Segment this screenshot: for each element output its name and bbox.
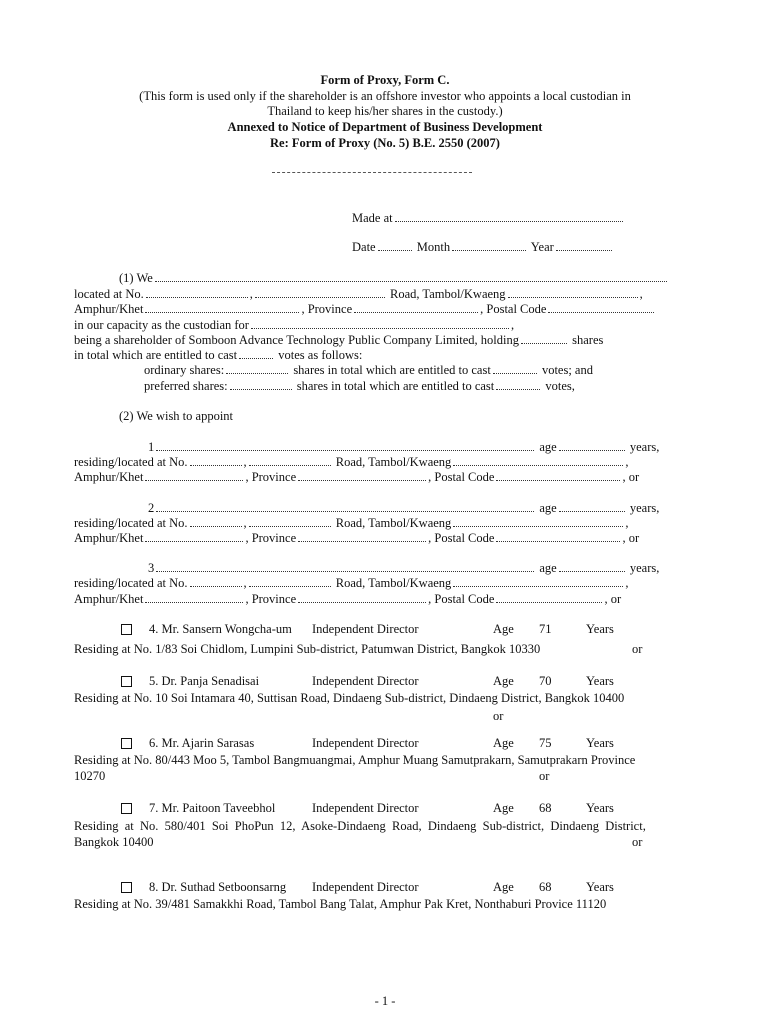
director-role: Independent Director [312,736,419,750]
shares-label: shares [572,333,604,347]
proxy-1-amphur-row [74,471,639,484]
postal-label: , Postal Code [480,302,547,316]
director-name: 4. Mr. Sansern Wongcha-um [149,622,292,636]
votes-as-follows-label: votes as follows: [278,348,363,362]
director-years: Years [586,801,614,815]
province-field[interactable] [298,593,426,603]
residing-road-field[interactable] [249,517,331,527]
director-years: Years [586,736,614,750]
director-address-line2: 10270 [74,769,106,783]
amphur-label: Amphur/Khet [74,302,144,316]
total-votes-label: in total which are entitled to cast [74,348,238,362]
age-label: age [539,440,557,454]
postal-field[interactable] [496,471,620,481]
year-field[interactable] [556,241,612,251]
proxy-2-address-row: residing/located at No. , Road, Tambol/Kwaeng , [74,516,629,530]
province-label: , Province [245,592,297,606]
director-age-label: Age [493,880,514,894]
proxy-3-amphur-row [74,593,621,606]
director-address: Residing at No. 80/443 Moo 5, Tambol Bangmuangmai, Amphur Muang Samutprakarn, Samutprakarn Province [74,753,636,767]
director-age: 71 [539,622,552,636]
proxy-name-field[interactable] [156,562,534,572]
shareholder-row [74,334,603,347]
province-label: , Province [301,302,353,316]
form-note-line1: (This form is used only if the shareholder is an offshore investor who appoints a local custodian in [139,89,631,103]
tambol-field[interactable] [508,288,638,298]
director-address: Residing at No. 10 Soi Intamara 40, Suttisan Road, Dindaeng Sub-district, Dindaeng District, Bangkok 10400 [74,691,625,705]
director-address: Residing at No. 1/83 Soi Chidlom, Lumpini Sub-district, Patumwan District, Bangkok 10330 [74,642,541,656]
proxy-3-address-row: residing/located at No. , Road, Tambol/Kwaeng , [74,576,629,590]
tambol-field[interactable] [453,577,623,587]
road-tambol-label: Road, Tambol/Kwaeng [335,516,452,530]
postal-field[interactable] [496,532,620,542]
amphur-label: Amphur/Khet [74,592,144,606]
province-label: , Province [245,470,297,484]
proxy-2-name-row [148,502,659,515]
director-years: Years [586,622,614,636]
residing-no-field[interactable] [190,517,242,527]
year-label: Year [530,240,554,254]
years-label: years, [629,440,660,454]
director-role: Independent Director [312,622,419,636]
preferred-field[interactable] [230,380,292,390]
amphur-field[interactable] [145,532,243,542]
age-field[interactable] [559,502,625,512]
located-road-field[interactable] [255,288,385,298]
age-field[interactable] [559,441,625,451]
located-no-field[interactable] [146,288,248,298]
province-field[interactable] [298,532,426,542]
director-7-checkbox[interactable] [121,803,132,814]
ordinary-votes-field[interactable] [493,364,537,374]
director-role: Independent Director [312,801,419,815]
director-4-checkbox[interactable] [121,624,132,635]
postal-label: , Postal Code [428,592,495,606]
director-or: or [539,769,550,783]
page-number: - 1 - [374,994,396,1008]
director-5-checkbox[interactable] [121,676,132,687]
we-label: (1) We [119,271,153,285]
director-address: Residing at No. 580/401 Soi PhoPun 12, Asoke-Dindaeng Road, Dindaeng Sub-district, Dindaeng District, [74,819,646,833]
made-at-row [352,212,625,225]
located-label: located at No. [74,287,144,301]
director-address-line2: Bangkok 10400 [74,835,154,849]
preferred-votes-field[interactable] [496,380,540,390]
residing-no-field[interactable] [190,577,242,587]
form-note-line2: Thailand to keep his/her shares in the custody.) [267,104,503,118]
director-role: Independent Director [312,880,419,894]
director-age-label: Age [493,674,514,688]
age-label: age [539,561,557,575]
made-at-field[interactable] [395,212,623,222]
director-name: 7. Mr. Paitoon Taveebhol [149,801,276,815]
or-label: , or [622,470,640,484]
director-age: 75 [539,736,552,750]
proxy-number: 1 [148,440,155,454]
proxy-2-amphur-row [74,532,639,545]
director-years: Years [586,880,614,894]
residing-label: residing/located at No. [74,455,188,469]
amphur-field[interactable] [145,303,299,313]
amphur-field[interactable] [145,593,243,603]
age-field[interactable] [559,562,625,572]
director-address: Residing at No. 39/481 Samakkhi Road, Tambol Bang Talat, Amphur Pak Kret, Nonthaburi Provice 11120 [74,897,607,911]
proxy-3-name-row [148,562,659,575]
director-or: or [632,642,643,656]
made-at-label: Made at [352,211,393,225]
tambol-field[interactable] [453,517,623,527]
holding-field[interactable] [521,334,567,344]
residing-road-field[interactable] [249,456,331,466]
proxy-number: 3 [148,561,155,575]
proxy-1-address-row: residing/located at No. , Road, Tambol/Kwaeng , [74,455,629,469]
director-name: 6. Mr. Ajarin Sarasas [149,736,255,750]
ordinary-row [144,364,593,377]
director-years: Years [586,674,614,688]
residing-label: residing/located at No. [74,516,188,530]
month-label: Month [416,240,451,254]
located-row: located at No. , Road, Tambol/Kwaeng , [74,287,643,301]
ordinary-label: ordinary shares: [144,363,225,377]
road-tambol-label: Road, Tambol/Kwaeng [335,455,452,469]
province-field[interactable] [298,471,426,481]
re-heading: Re: Form of Proxy (No. 5) B.E. 2550 (2007) [270,136,500,150]
road-tambol-label: Road, Tambol/Kwaeng [390,287,506,301]
date-field[interactable] [378,241,412,251]
month-field[interactable] [452,241,526,251]
proxy-1-name-row [148,441,659,454]
we-row [119,272,669,285]
residing-label: residing/located at No. [74,576,188,590]
director-name: 8. Dr. Suthad Setboonsarng [149,880,287,894]
or-label: , or [622,531,640,545]
director-age-label: Age [493,801,514,815]
or-label: , or [604,592,622,606]
we-field[interactable] [155,272,667,282]
director-role: Independent Director [312,674,419,688]
age-label: age [539,501,557,515]
date-label: Date [352,240,376,254]
tambol-field[interactable] [453,456,623,466]
header-divider [272,172,472,173]
preferred-row [144,380,575,393]
capacity-row: in our capacity as the custodian for , [74,318,515,332]
votes-and-label: votes; and [541,363,593,377]
director-age: 68 [539,880,552,894]
proxy-number: 2 [148,501,155,515]
date-row [352,241,614,254]
director-or: or [493,709,504,723]
total-votes-row [74,349,362,362]
amphur-label: Amphur/Khet [74,531,144,545]
postal-label: , Postal Code [428,470,495,484]
amphur-label: Amphur/Khet [74,470,144,484]
director-age-label: Age [493,622,514,636]
annex-heading: Annexed to Notice of Department of Business Development [227,120,543,134]
proxy-name-field[interactable] [156,502,534,512]
postal-field[interactable] [496,593,602,603]
proxy-name-field[interactable] [156,441,534,451]
residing-no-field[interactable] [190,456,242,466]
director-or: or [632,835,643,849]
years-label: years, [629,561,660,575]
postal-label: , Postal Code [428,531,495,545]
preferred-shares-total-label: shares in total which are entitled to cast [296,379,495,393]
director-6-checkbox[interactable] [121,738,132,749]
director-age-label: Age [493,736,514,750]
postal-field[interactable] [548,303,654,313]
preferred-label: preferred shares: [144,379,228,393]
province-label: , Province [245,531,297,545]
amphur-row [74,303,656,316]
shareholder-label: being a shareholder of Somboon Advance Technology Public Company Limited, holding [74,333,520,347]
director-8-checkbox[interactable] [121,882,132,893]
votes-comma-label: votes, [545,379,575,393]
road-tambol-label: Road, Tambol/Kwaeng [335,576,452,590]
director-age: 70 [539,674,552,688]
amphur-field[interactable] [145,471,243,481]
director-age: 68 [539,801,552,815]
ordinary-field[interactable] [226,364,288,374]
province-field[interactable] [354,303,478,313]
residing-road-field[interactable] [249,577,331,587]
form-title: Form of Proxy, Form C. [320,73,450,87]
ordinary-shares-total-label: shares in total which are entitled to cast [293,363,491,377]
capacity-label: in our capacity as the custodian for [74,318,249,332]
total-votes-field[interactable] [239,349,273,359]
years-label: years, [629,501,660,515]
director-name: 5. Dr. Panja Senadisai [149,674,260,688]
appoint-heading: (2) We wish to appoint [119,409,234,423]
capacity-field[interactable] [251,319,509,329]
